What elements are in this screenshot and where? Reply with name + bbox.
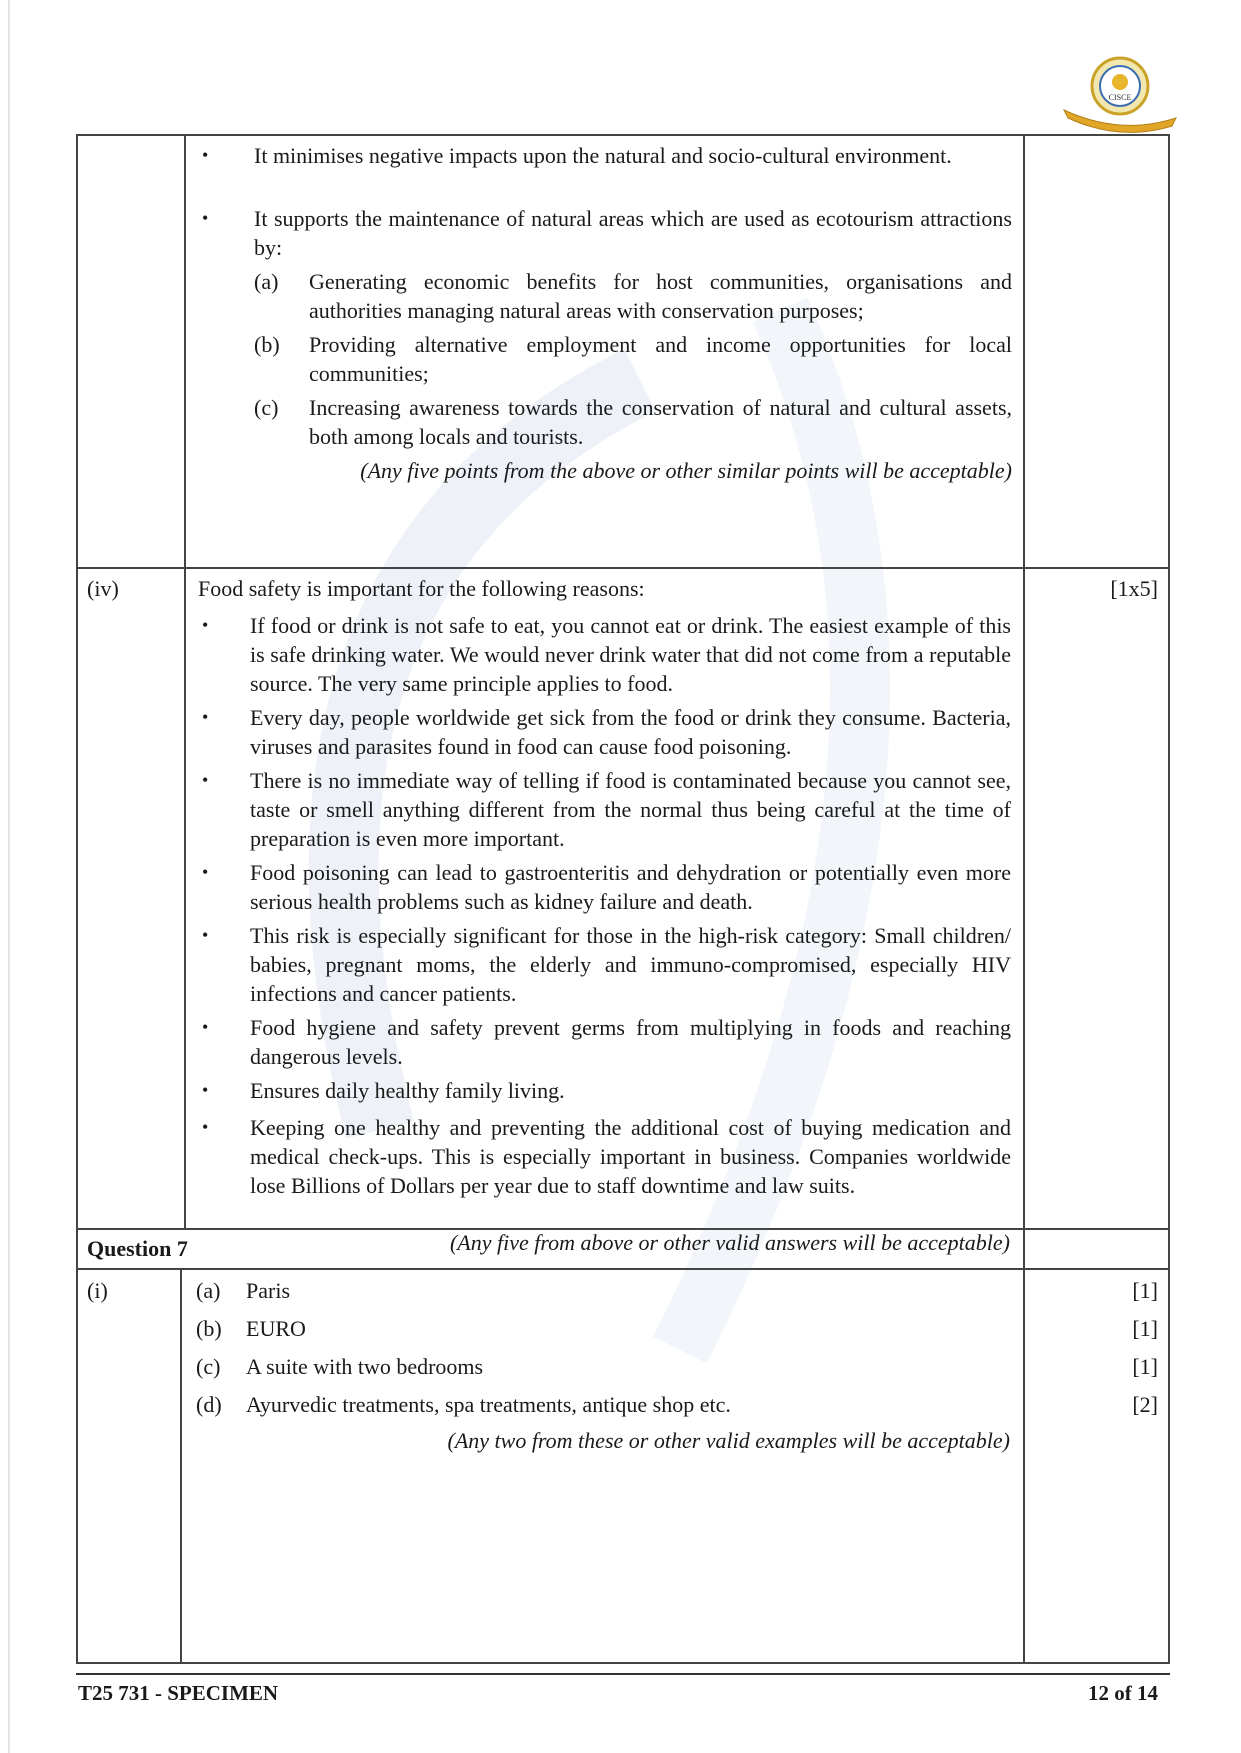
sub-item-label: (a) (254, 269, 279, 294)
sub-item-text: Increasing awareness towards the conservation of natural and cultural assets, both among locals and tourists. (309, 395, 1012, 449)
bullet-icon: • (202, 1080, 209, 1100)
answer-text: A suite with two bedrooms (246, 1354, 484, 1379)
bullet-icon: • (202, 707, 209, 727)
marks-label: [1] (1132, 1316, 1158, 1341)
bullet-icon: • (202, 1117, 209, 1137)
list-item: This risk is especially significant for those in the high-risk category: Small children/ babies, pregnant moms, the elderly and immuno-compromised, especially HIV infections and cancer patients. (250, 923, 1011, 1006)
cisce-logo-icon (1060, 52, 1180, 134)
table-border-left (76, 134, 78, 1664)
table-row-divider (76, 567, 1170, 569)
page-edge (8, 0, 10, 1753)
footer-divider (76, 1673, 1170, 1675)
marks-label: [1] (1132, 1354, 1158, 1379)
logo-text: CISCE (1108, 93, 1132, 102)
answer-label: (c) (196, 1354, 221, 1379)
sub-item-label: (c) (254, 395, 279, 420)
question-part-number: (iv) (87, 576, 119, 601)
sub-item-text: Generating economic benefits for host communities, organisations and authorities managing natural areas with conservation purposes; (309, 269, 1012, 323)
table-border-bottom (76, 1662, 1170, 1664)
table-row-divider (76, 1268, 1170, 1270)
answer-label: (b) (196, 1316, 222, 1341)
list-item: Ensures daily healthy family living. (250, 1078, 565, 1103)
column-divider (184, 134, 186, 1229)
acceptance-note: (Any five points from the above or other similar points will be acceptable) (360, 458, 1012, 483)
list-item: Food hygiene and safety prevent germs from multiplying in foods and reaching dangerous levels. (250, 1015, 1011, 1069)
bullet-icon: • (202, 208, 209, 228)
answer-text: Ayurvedic treatments, spa treatments, antique shop etc. (246, 1392, 731, 1417)
bullet-icon: • (202, 145, 209, 165)
question-part-number: (i) (87, 1278, 108, 1303)
list-item: Every day, people worldwide get sick from the food or drink they consume. Bacteria, viruses and parasites found in food can cause food poisoning. (250, 705, 1011, 759)
bullet-icon: • (202, 925, 209, 945)
marks-column-divider (1023, 134, 1025, 1664)
bullet-icon: • (202, 1017, 209, 1037)
answer-text: Paris (246, 1278, 290, 1303)
bullet-icon: • (202, 770, 209, 790)
marks-label: [1x5] (1110, 576, 1158, 601)
marking-scheme-table (76, 134, 1170, 1664)
sub-item-label: (b) (254, 332, 280, 357)
sub-item-text: Providing alternative employment and income opportunities for local communities; (309, 332, 1012, 386)
list-item: If food or drink is not safe to eat, you cannot eat or drink. The easiest example of this is safe drinking water. We would never drink water that did not come from a reputable source. The very same principle applies to food. (250, 613, 1011, 696)
answer-text: EURO (246, 1316, 306, 1341)
table-border-right (1168, 134, 1170, 1664)
footer-paper-code: T25 731 - SPECIMEN (78, 1681, 279, 1705)
acceptance-note: (Any two from these or other valid examples will be acceptable) (447, 1428, 1010, 1453)
bullet-icon: • (202, 615, 209, 635)
marks-label: [1] (1132, 1278, 1158, 1303)
footer-page-number: 12 of 14 (1088, 1681, 1158, 1705)
intro-text: Food safety is important for the following reasons: (198, 576, 645, 601)
marks-label: [2] (1132, 1392, 1158, 1417)
list-item: There is no immediate way of telling if food is contaminated because you cannot see, taste or smell anything different from the normal thus being careful at the time of preparation is even more important. (250, 768, 1011, 851)
list-item: Food poisoning can lead to gastroenteritis and dehydration or potentially even more serious health problems such as kidney failure and death. (250, 860, 1011, 914)
answer-label: (d) (196, 1392, 222, 1417)
list-item: Keeping one healthy and preventing the additional cost of buying medication and medical check-ups. This is especially important in business. Companies worldwide lose Billions of Dollars per year due to staff downtime and law suits. (250, 1115, 1011, 1198)
list-item: It minimises negative impacts upon the natural and socio-cultural environment. (254, 143, 952, 168)
list-item: It supports the maintenance of natural areas which are used as ecotourism attractions by: (254, 206, 1012, 260)
column-divider (180, 1268, 182, 1664)
table-border-top (76, 134, 1170, 136)
question-heading: Question 7 (87, 1236, 188, 1261)
answer-label: (a) (196, 1278, 221, 1303)
acceptance-note: (Any five from above or other valid answers will be acceptable) (449, 1230, 1010, 1255)
bullet-icon: • (202, 862, 209, 882)
